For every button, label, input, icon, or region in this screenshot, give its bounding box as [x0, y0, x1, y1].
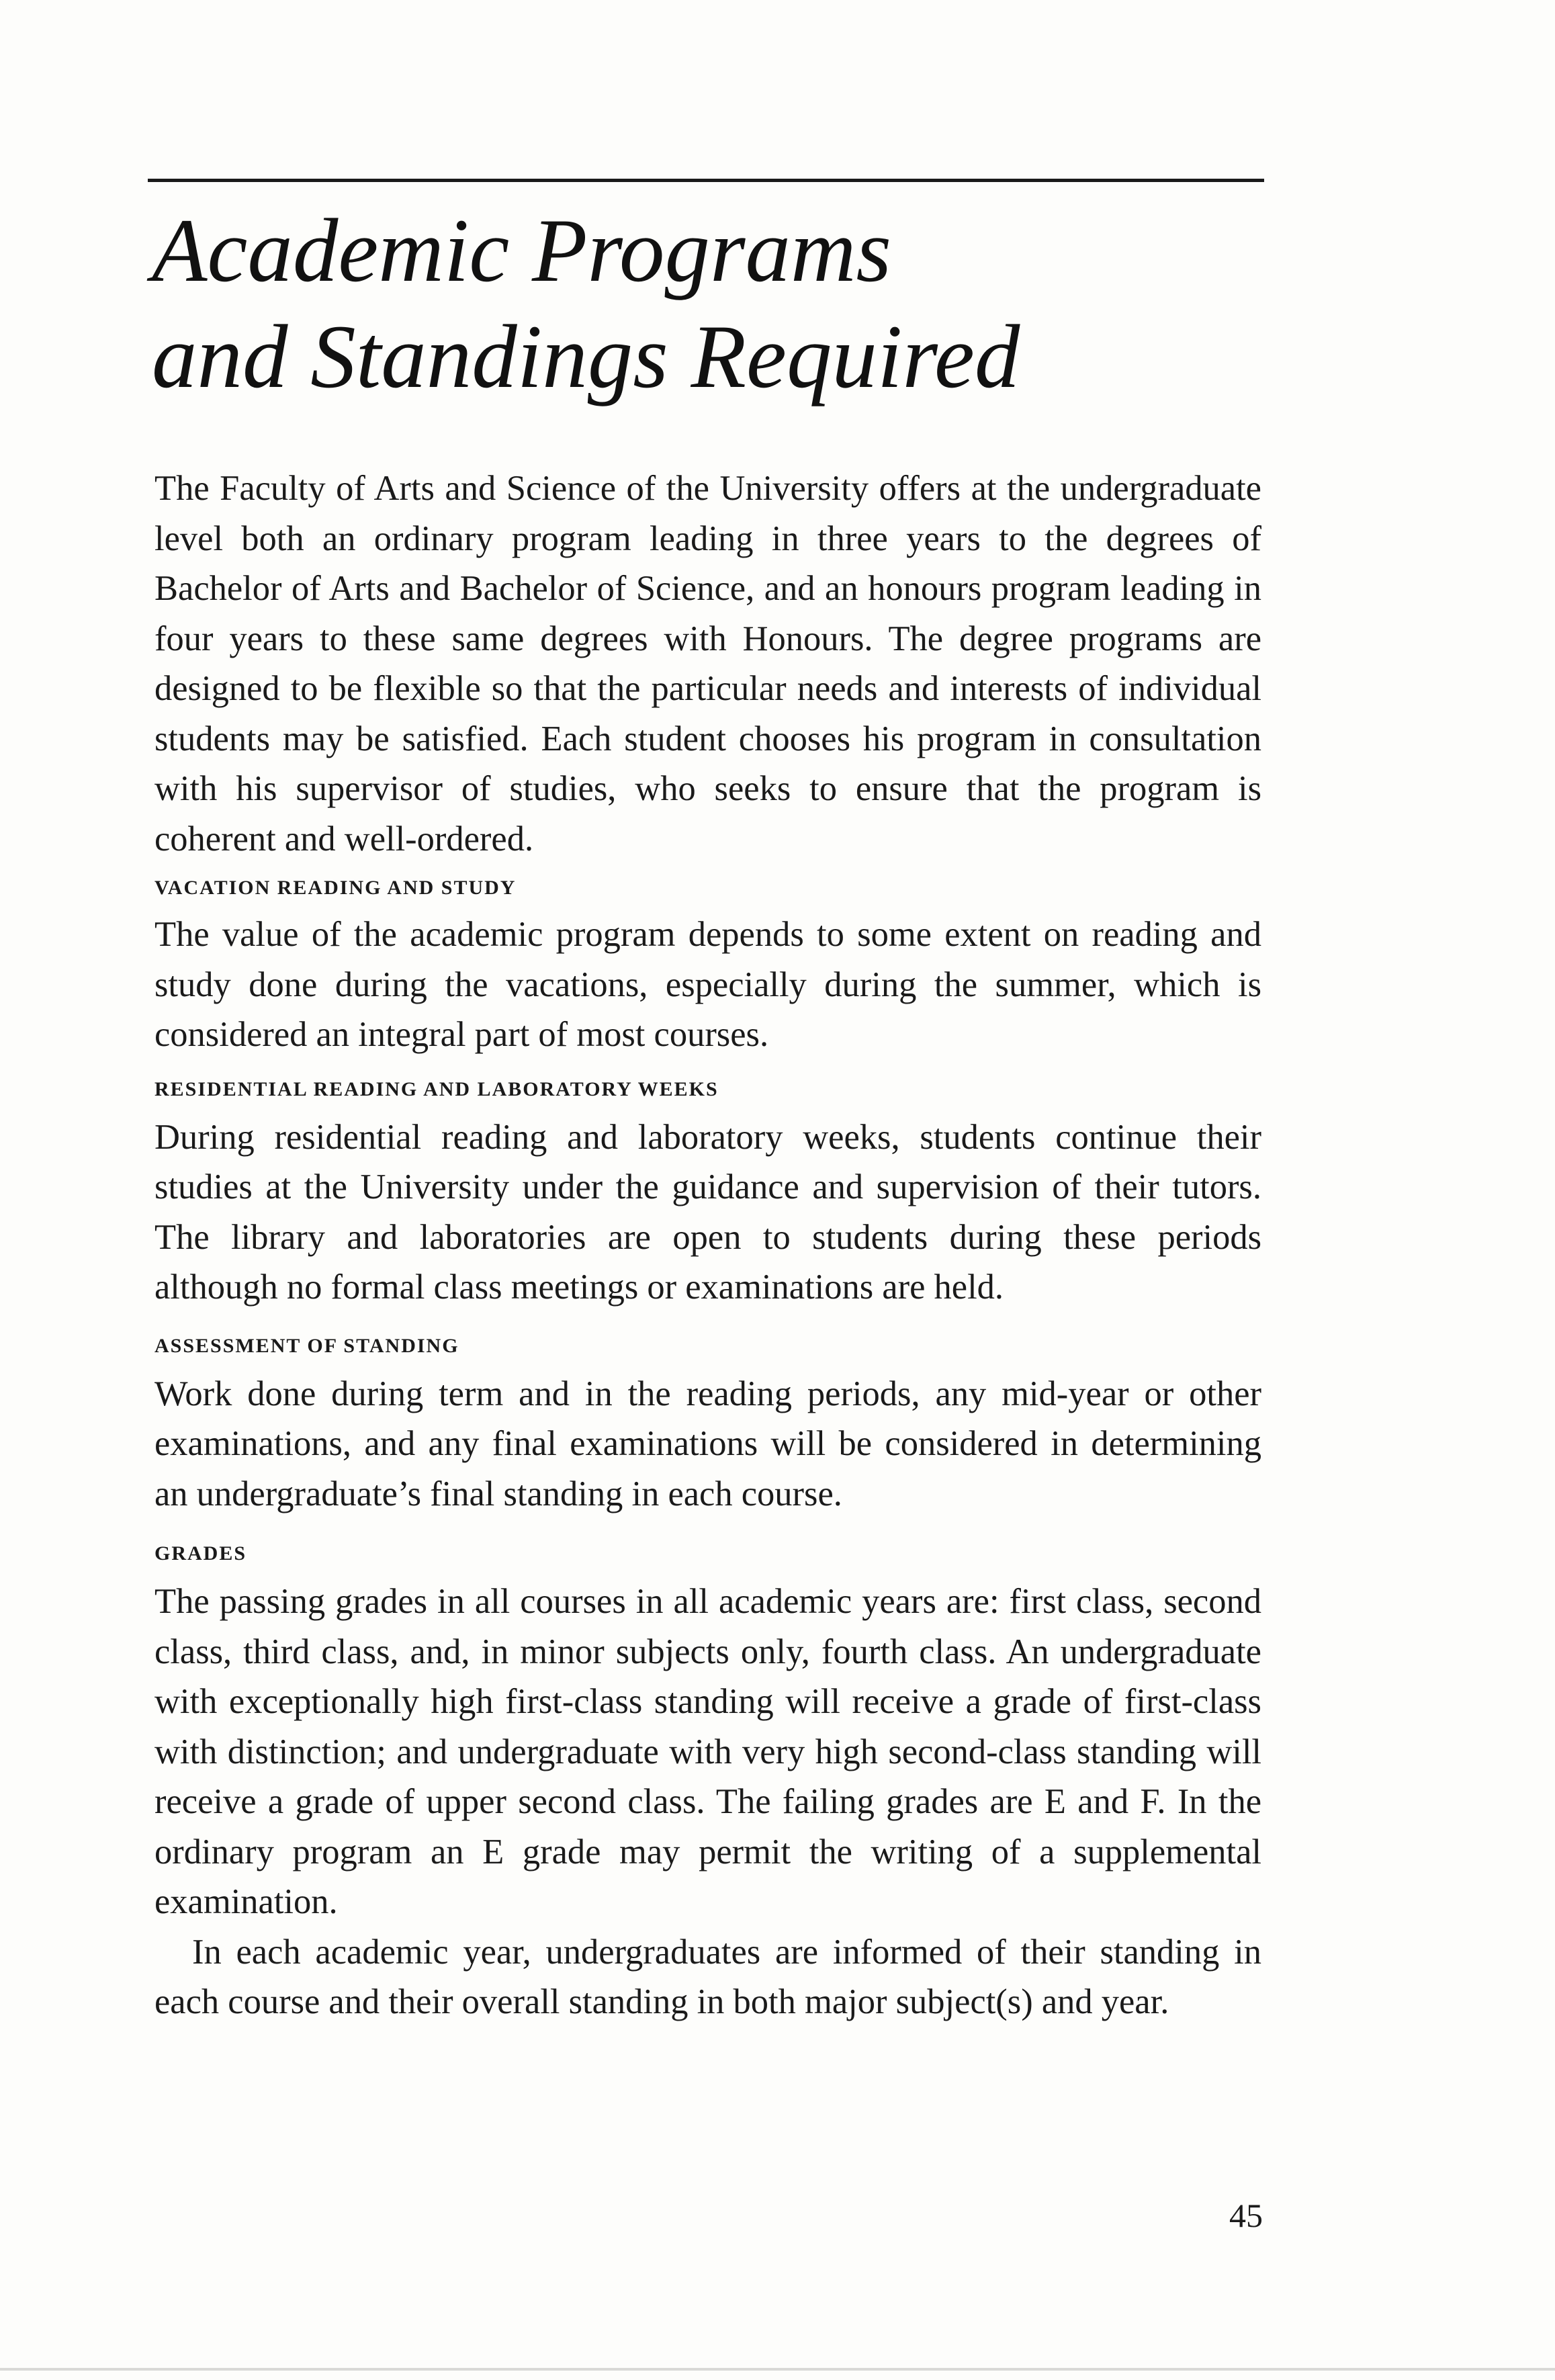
vacation-reading-paragraph: The value of the academic program depends to some extent on reading and study done during the vacations, especially during the summer, which is considered an integral part of most courses.: [154, 915, 1261, 1054]
page-title: [152, 198, 1260, 410]
top-rule: [148, 179, 1264, 182]
page-title-line-2: and Standings Required: [152, 307, 1020, 407]
intro-paragraph: The Faculty of Arts and Science of the University offers at the undergraduate level both an ordinary program leading in three years to the degrees of Bachelor of Arts and Bachelor of Science, and an honours program leading in four years to these same degrees with Honours. The degree programs are designed to be flexible so that the particular needs and interests of individual students may be satisfied. Each student chooses his program in consultation with his supervisor of studies, who seeks to ensure that the program is coherent and well-ordered.: [154, 469, 1261, 858]
residential-reading-paragraph: During residential reading and laboratory weeks, students continue their studies at the University under the guidance and supervision of their tutors. The library and laboratories are open to students during these periods although no formal class meetings or examinations are held.: [154, 1117, 1261, 1307]
section-heading-grades: GRADES: [154, 1542, 247, 1564]
assessment-of-standing-paragraph: Work done during term and in the reading periods, any mid-year or other examinations, and any final examinations will be considered in determining an undergraduate’s final standing in each course.: [154, 1374, 1261, 1513]
section-heading-assessment-of-standing: ASSESSMENT OF STANDING: [154, 1334, 459, 1357]
section-heading-residential-reading: RESIDENTIAL READING AND LABORATORY WEEKS: [154, 1077, 719, 1100]
section-heading-vacation-reading: VACATION READING AND STUDY: [154, 877, 517, 899]
grades-paragraph: The passing grades in all courses in all academic years are: first class, second class, third class, and, in minor subjects only, fourth class. An undergraduate with exceptionally high first-class standing will receive a grade of first-class with distinction; and undergraduate with very high second-class standing will receive a grade of upper second class. The failing grades are E and F. In the ordinary program an E grade may permit the writing of a supplemental examination.: [154, 1582, 1261, 1921]
page-title-line-1: Academic Programs: [152, 201, 892, 301]
scan-bottom-edge: [0, 2368, 1555, 2371]
page-number: 45: [1229, 2197, 1263, 2234]
grades-paragraph-continued: In each academic year, undergraduates are informed of their standing in each course and their overall standing in both major subject(s) and year.: [154, 1932, 1261, 2021]
body-text: [154, 464, 1261, 2027]
